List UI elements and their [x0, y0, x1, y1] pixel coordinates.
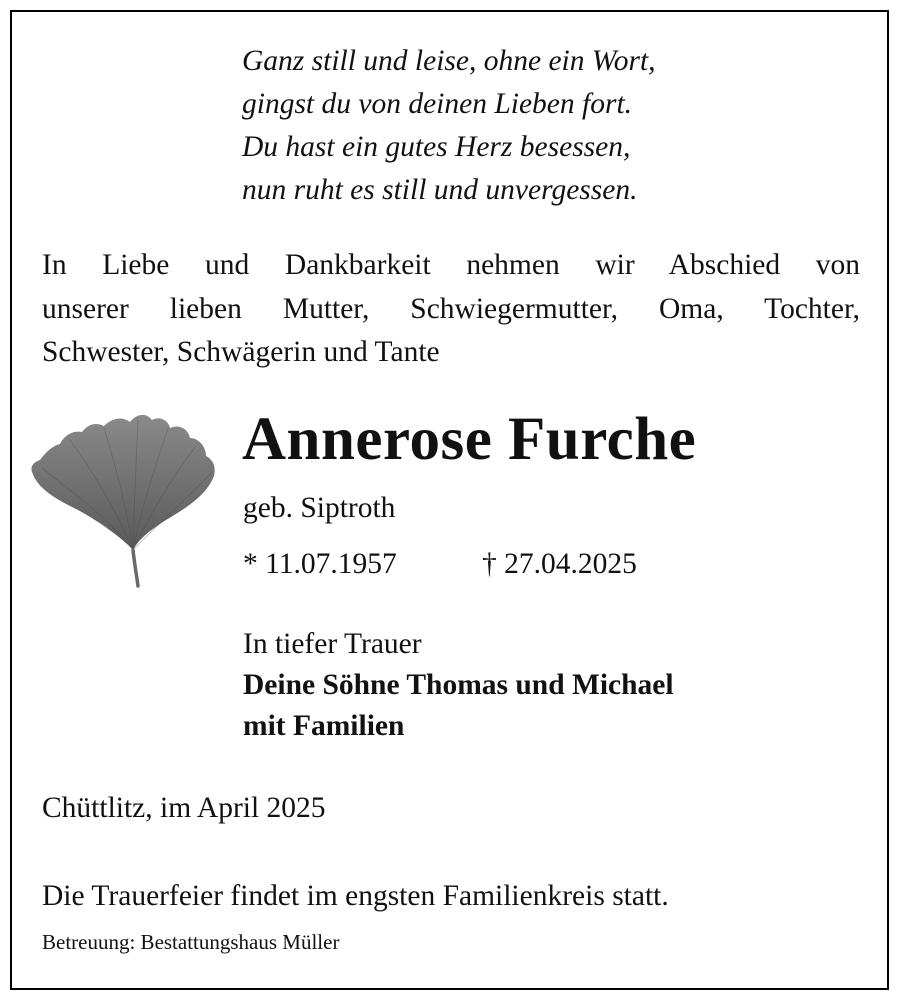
birth-date: * 11.07.1957: [243, 548, 397, 580]
funeral-note: Die Trauerfeier findet im engsten Familienkreis statt.: [42, 880, 669, 912]
poem-line: gingst du von deinen Lieben fort.: [242, 88, 633, 120]
poem-line: Ganz still und leise, ohne ein Wort,: [242, 45, 656, 77]
intro-line: In Liebe und Dankbarkeit nehmen wir Abschied von: [42, 249, 860, 281]
poem: [242, 40, 656, 212]
life-dates: [243, 542, 637, 586]
intro-text: [42, 244, 860, 375]
mourning-intro: In tiefer Trauer: [243, 628, 422, 660]
intro-line: unserer lieben Mutter, Schwiegermutter, Oma, Tochter,: [42, 292, 860, 325]
obituary-frame: [10, 10, 889, 990]
place-date: Chüttlitz, im April 2025: [42, 792, 326, 824]
deceased-name: Annerose Furche: [242, 406, 697, 473]
mourners-block: [243, 624, 674, 747]
birth-name: geb. Siptroth: [243, 492, 396, 524]
ginkgo-leaf-icon: [30, 410, 220, 588]
mourners-line: Deine Söhne Thomas und Michael: [243, 669, 674, 701]
care-note: Betreuung: Bestattungshaus Müller: [42, 930, 340, 954]
death-date: † 27.04.2025: [482, 548, 637, 580]
poem-line: nun ruht es still und unvergessen.: [242, 174, 638, 206]
mourners-line: mit Familien: [243, 710, 405, 742]
intro-line: Schwester, Schwägerin und Tante: [42, 336, 440, 368]
poem-line: Du hast ein gutes Herz besessen,: [242, 131, 631, 163]
